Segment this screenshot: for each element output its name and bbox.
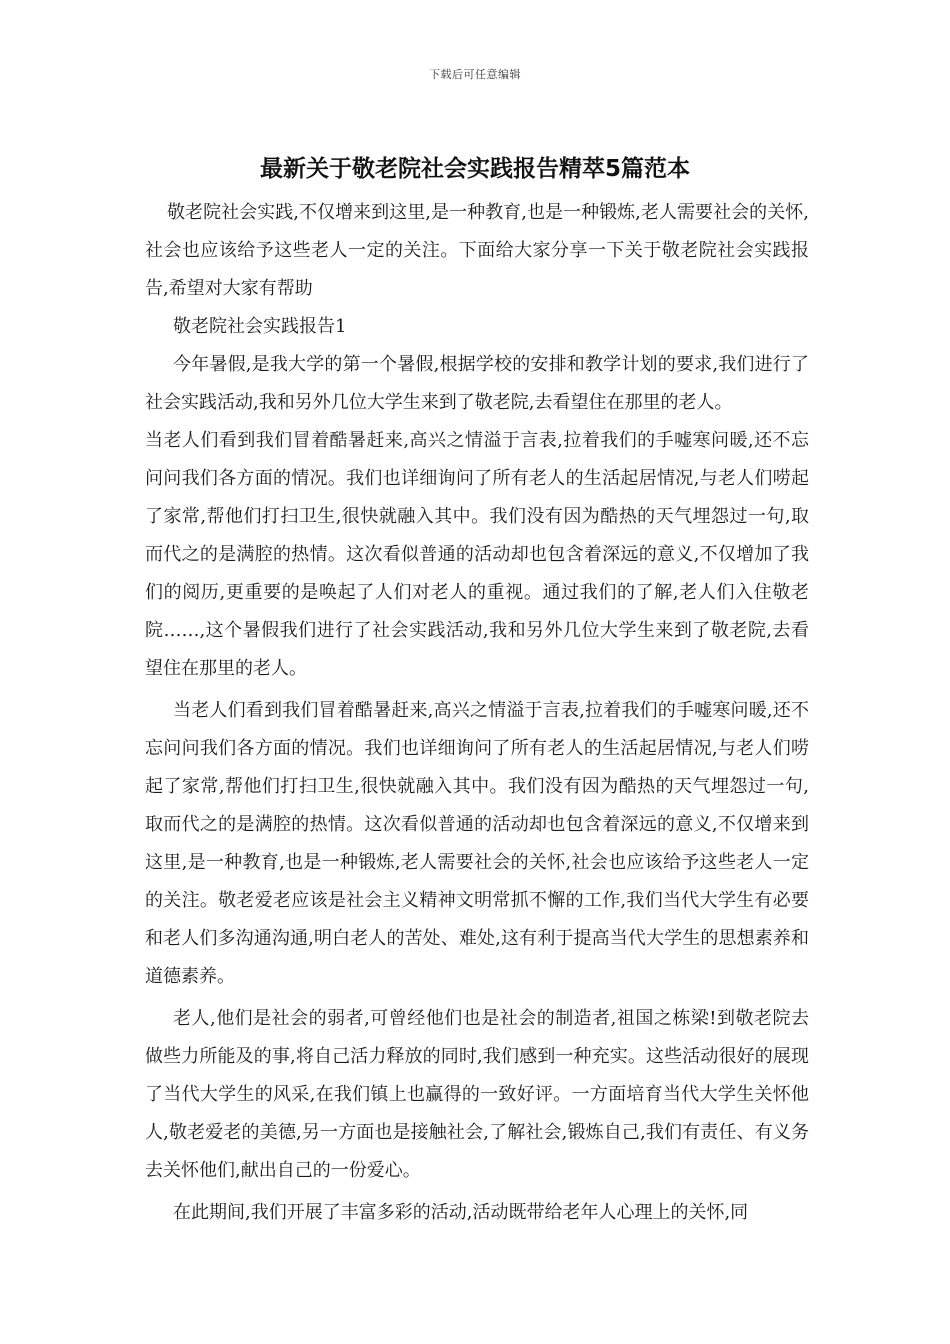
document-body <box>145 194 809 1232</box>
page-header-note: 下载后可任意编辑 <box>429 68 521 81</box>
body-paragraph: 当老人们看到我们冒着酷暑赶来,高兴之情溢于言表,拉着我们的手嘘寒问暖,还不忘问问我们各方面的情况。我们也详细询问了所有老人的生活起居情况,与老人们唠起了家常,帮他们打扫卫生,很快就融入其中。我们没有因为酷热的天气埋怨过一句,取而代之的是满腔的热情。这次看似普通的活动却也包含着深远的意义,不仅增加了我们的阅历,更重要的是唤起了人们对老人的重视。通过我们的了解,老人们入住敬老院……,这个暑假我们进行了社会实践活动,我和另外几位大学生来到了敬老院,去看望住在那里的老人。 <box>145 430 809 679</box>
document-title: 最新关于敬老院社会实践报告精萃5篇范本 <box>259 156 690 182</box>
intro-paragraph: 敬老院社会实践,不仅增来到这里,是一种教育,也是一种锻炼,老人需要社会的关怀,社会也应该给予这些老人一定的关注。下面给大家分享一下关于敬老院社会实践报告,希望对大家有帮助 <box>145 202 809 299</box>
body-paragraph: 老人,他们是社会的弱者,可曾经他们也是社会的制造者,祖国之栋梁!到敬老院去做些力所能及的事,将自己活力释放的同时,我们感到一种充实。这些活动很好的展现了当代大学生的风采,在我们镇上也赢得的一致好评。一方面培育当代大学生关怀他人,敬老爱老的美德,另一方面也是接触社会,了解社会,锻炼自己,我们有责任、有义务去关怀他们,献出自己的一份爱心。 <box>145 1008 809 1181</box>
body-paragraph: 当老人们看到我们冒着酷暑赶来,高兴之情溢于言表,拉着我们的手嘘寒问暖,还不忘问问我们各方面的情况。我们也详细询问了所有老人的生活起居情况,与老人们唠起了家常,帮他们打扫卫生,很快就融入其中。我们没有因为酷热的天气埋怨过一句,取而代之的是满腔的热情。这次看似普通的活动却也包含着深远的意义,不仅增来到这里,是一种教育,也是一种锻炼,老人需要社会的关怀,社会也应该给予这些老人一定的关注。敬老爱老应该是社会主义精神文明常抓不懈的工作,我们当代大学生有必要和老人们多沟通沟通,明白老人的苦处、难处,这有利于提高当代大学生的思想素养和道德素养。 <box>145 700 809 987</box>
body-paragraph: 在此期间,我们开展了丰富多彩的活动,活动既带给老年人心理上的关怀,同 <box>173 1202 749 1223</box>
body-paragraph: 今年暑假,是我大学的第一个暑假,根据学校的安排和教学计划的要求,我们进行了社会实践活动,我和另外几位大学生来到了敬老院,去看望住在那里的老人。 <box>145 354 809 413</box>
section-heading: 敬老院社会实践报告1 <box>173 316 347 337</box>
